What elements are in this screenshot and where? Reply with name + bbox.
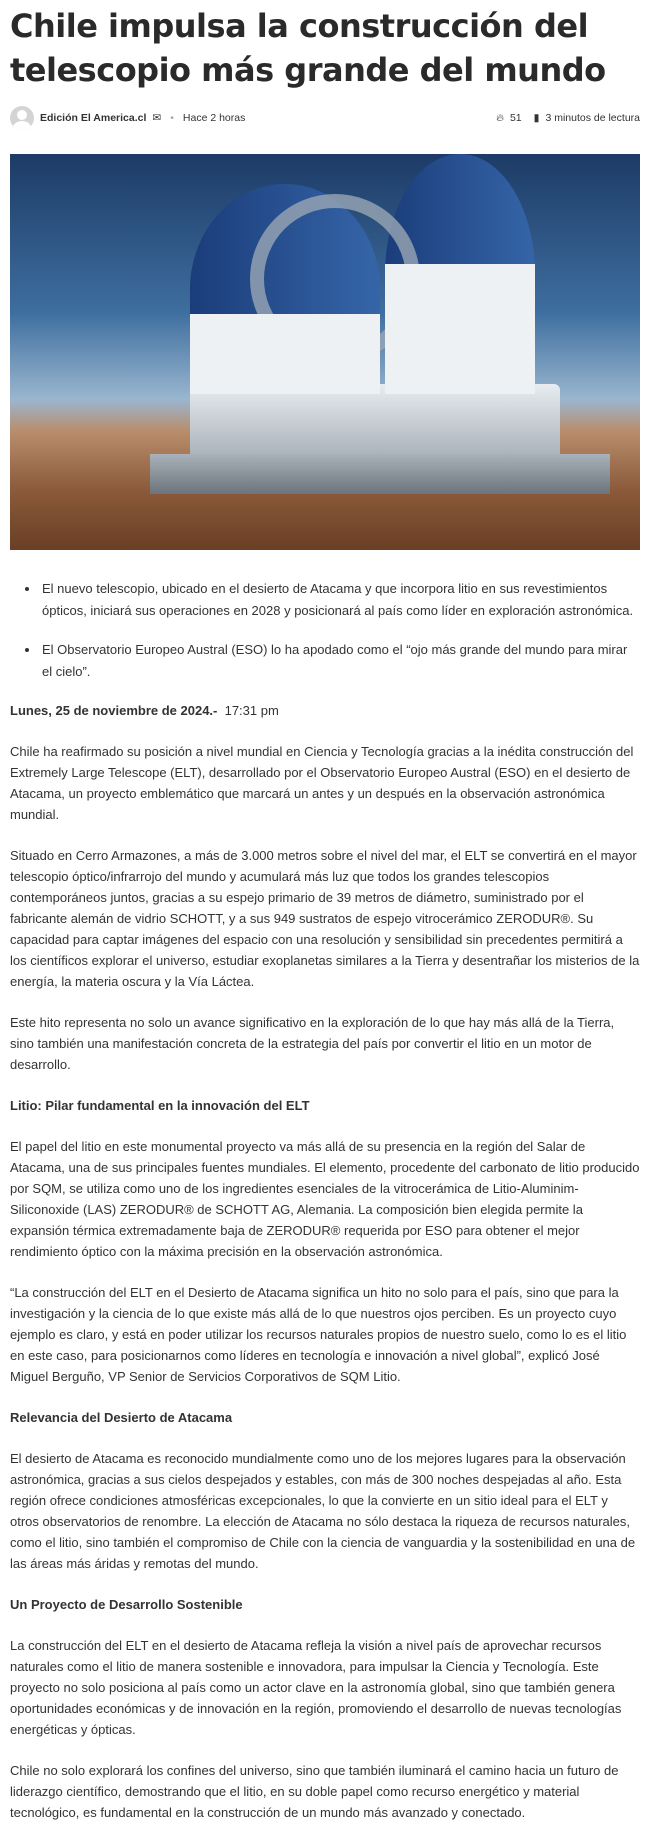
dateline [10,700,640,721]
paragraph: Chile no solo explorará los confines del universo, sino que también iluminará el camino hacia un futuro de liderazgo científico, demostrando que el litio, en su doble papel como recurso energético y material tecnológico, es fundamental en la construcción de un mundo más avanzado y conectado. [10,1763,619,1820]
paragraph: El papel del litio en este monumental proyecto va más allá de su presencia en la región del Salar de Atacama, una de sus principales fuentes mundiales. El elemento, procedente del carbonato de litio producido por SQM, se utiliza como uno de los ingredientes esenciales de la vitrocerámica de Litio-Aluminim-Siliconoxide (LAS) ZERODUR® de SCHOTT AG, Alemania. La composición bien elegida permite la expansión térmica extremadamente baja de ZERODUR® requerida por ESO para obtener el mejor rendimiento óptico con la máxima precisión en la observación astronómica. [10,1139,640,1259]
paragraph: Chile ha reafirmado su posición a nivel mundial en Ciencia y Tecnología gracias a la inédita construcción del Extremely Large Telescope (ELT), desarrollado por el Observatorio Europeo Austral (ESO) en el desierto de Atacama, un proyecto emblemático que marcará un antes y un después en la observación astronómica mundial. [10,744,634,822]
email-icon[interactable]: ✉ [152,112,162,124]
date: Lunes, 25 de noviembre de 2024.- [10,703,218,718]
article [0,4,650,1823]
quote-paragraph: “La construcción del ELT en el Desierto de Atacama significa un hito no solo para el país, sino que para la investigación y la ciencia de lo que existe más allá de lo que nuestros ojos perciben. Es un proyecto cuyo ejemplo es claro, y está en poder utilizar los recursos naturales propios de nuestro suelo, como lo es el litio en este caso, para posicionarnos como líderes en tecnología e innovación a nivel global”, explicó José Miguel Berguño, VP Senior de Servicios Corporativos de SQM Litio. [10,1285,627,1384]
summary-item: • El Observatorio Europeo Austral (ESO) lo ha apodado como el “ojo más grande del mundo para mirar el cielo”. [40,639,640,683]
time: 17:31 pm [224,703,279,718]
section-heading: Relevancia del Desierto de Atacama [10,1410,233,1425]
publish-time: Hace 2 horas [182,112,246,124]
avatar[interactable] [10,106,34,130]
article-meta [10,104,640,132]
author-link[interactable]: Edición El America.cl [40,112,147,124]
summary-item: • El nuevo telescopio, ubicado en el desierto de Atacama y que incorpora litio en sus revestimientos ópticos, iniciará sus operaciones en 2028 y posicionará al país como líder en exploración astronómica. [40,578,640,622]
section-heading: Litio: Pilar fundamental en la innovación del ELT [10,1098,310,1113]
hero-image-telescope [10,154,640,550]
article-title: Chile impulsa la construcción del telescopio más grande del mundo [10,7,606,89]
section-heading: Un Proyecto de Desarrollo Sostenible [10,1597,243,1612]
paragraph: Situado en Cerro Armazones, a más de 3.000 metros sobre el nivel del mar, el ELT se convertirá en el mayor telescopio óptico/infrarrojo del mundo y acumulará más luz que todos los grandes telescopios contemporáneos juntos, gracias a su espejo primario de 39 metros de diámetro, suministrado por el fabricante alemán de vidrio SCHOTT, y a sus 949 sustratos de espejo vitrocerámico ZERODUR®. Su capacidad para captar imágenes del espacio con una resolución y sensibilidad sin precedentes permitirá a los científicos explorar el universo, estudiar exoplanetas similares a la Tierra y desentrañar los misterios de la energía, la materia oscura y la Vía Láctea. [10,848,640,989]
read-time: 3 minutos de lectura [545,112,640,124]
separator: • [170,112,174,124]
paragraph: Este hito representa no solo un avance significativo en la exploración de lo que hay más allá de la Tierra, sino también una manifestación concreta de la estrategia del país por convertir el litio en un motor de desarrollo. [10,1015,615,1072]
paragraph: El desierto de Atacama es reconocido mundialmente como uno de los mejores lugares para la observación astronómica, gracias a sus cielos despejados y estables, con más de 300 noches despejadas al año. Esta región ofrece condiciones atmosféricas excepcionales, lo que la convierte en un sitio ideal para el ELT y otros observatorios de renombre. La elección de Atacama no sólo destaca la riqueza de recursos naturales, como el litio, sino también el compromiso de Chile con la ciencia de vanguardia y la sostenibilidad en una de las áreas más áridas y remotas del mundo. [10,1451,636,1571]
paragraph: La construcción del ELT en el desierto de Atacama refleja la visión a nivel país de aprovechar recursos naturales como el litio de manera sostenible e innovadora, para impulsar la Ciencia y Tecnología. Este proyecto no solo posiciona al país como un actor clave en la astronomía global, sino que también genera oportunidades económicas y de innovación en la región, promoviendo el desarrollo de nuevas tecnologías energéticas y ópticas. [10,1638,622,1737]
summary-list [40,578,640,683]
bookmark-icon: ▮ [533,112,540,124]
fire-icon: 🔥︎ [496,111,504,124]
view-count: 51 [509,112,522,124]
